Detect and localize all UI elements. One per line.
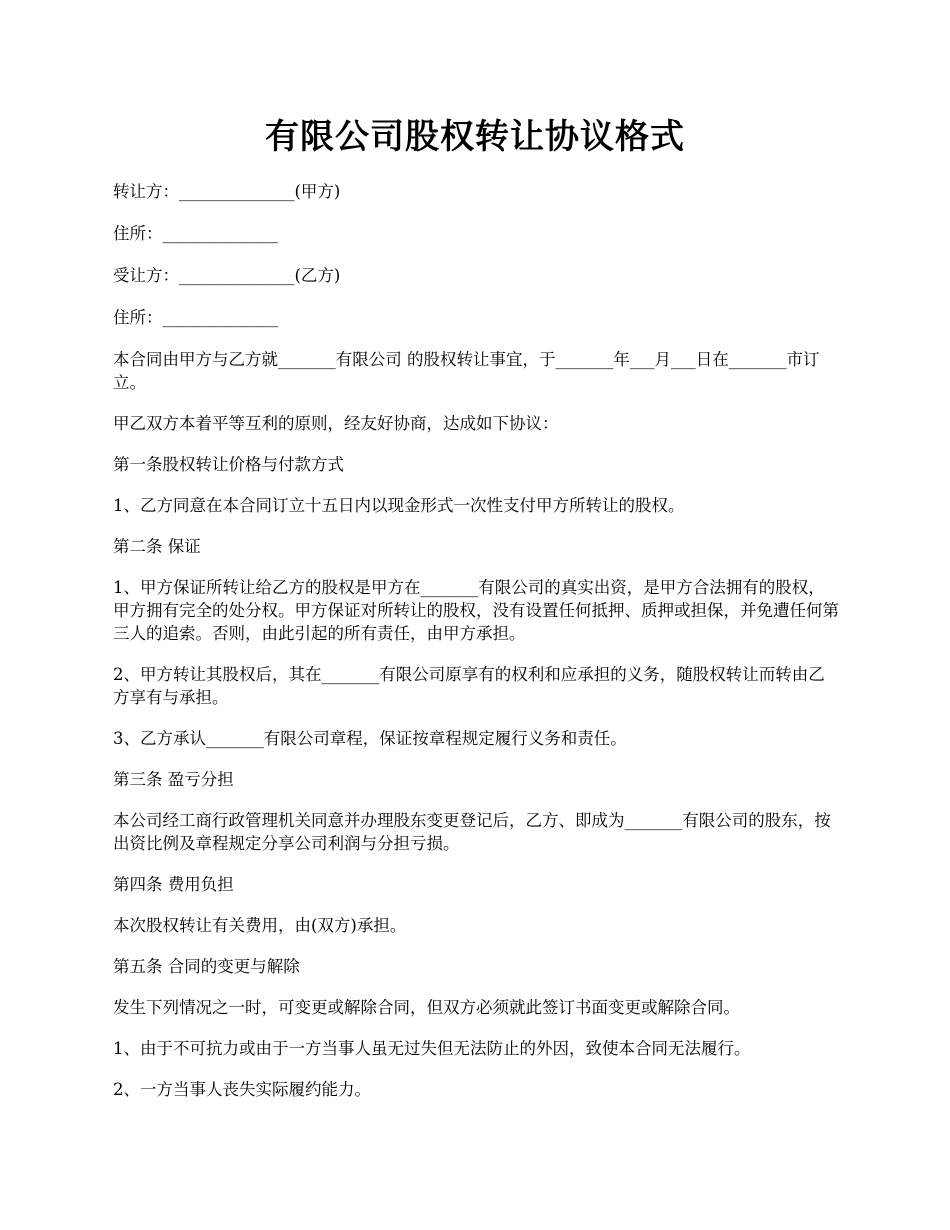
article-2-clause-2: 2、甲方转让其股权后，其在_______有限公司原享有的权利和应承担的义务，随股权转让而转由乙方享有与承担。	[113, 665, 825, 707]
article-2-heading: 第二条 保证	[113, 537, 201, 556]
document-title: 有限公司股权转让协议格式	[265, 117, 685, 157]
article-3-heading: 第三条 盈亏分担	[113, 770, 234, 789]
article-1-clause-1: 1、乙方同意在本合同订立十五日内以现金形式一次性支付甲方所转让的股权。	[113, 496, 685, 515]
article-2-clause-3: 3、乙方承认_______有限公司章程，保证按章程规定履行义务和责任。	[113, 729, 627, 748]
agreement-principle-paragraph: 甲乙双方本着平等互利的原则，经友好协商，达成如下协议：	[113, 414, 559, 433]
article-4-paragraph: 本次股权转让有关费用，由(双方)承担。	[113, 916, 407, 935]
article-5-clause-1: 1、由于不可抗力或由于一方当事人虽无过失但无法防止的外因，致使本合同无法履行。	[113, 1039, 751, 1058]
article-5-paragraph: 发生下列情况之一时，可变更或解除合同，但双方必须就此签订书面变更或解除合同。	[113, 998, 740, 1017]
transferor-address-line: 住所：______________	[113, 224, 278, 243]
document-body	[113, 180, 840, 1119]
article-5-clause-2: 2、一方当事人丧失实际履约能力。	[113, 1080, 371, 1099]
transferor-line: 转让方：______________(甲方)	[113, 182, 341, 201]
transferee-address-line: 住所：______________	[113, 308, 278, 327]
article-2-clause-1: 1、甲方保证所转让给乙方的股权是甲方在_______有限公司的真实出资，是甲方合法拥有的股权，甲方拥有完全的处分权。甲方保证对所转让的股权，没有设置任何抵押、质押或担保，并免遭任何第三人的追索。否则，由此引起的所有责任，由甲方承担。	[113, 578, 839, 643]
article-3-paragraph: 本公司经工商行政管理机关同意并办理股东变更登记后，乙方、即成为_______有限公司的股东，按出资比例及章程规定分享公司利润与分担亏损。	[113, 811, 831, 853]
transferee-line: 受让方：______________(乙方)	[113, 266, 341, 285]
article-4-heading: 第四条 费用负担	[113, 875, 234, 894]
article-1-heading: 第一条股权转让价格与付款方式	[113, 455, 344, 474]
article-5-heading: 第五条 合同的变更与解除	[113, 957, 300, 976]
contract-intro-paragraph: 本合同由甲方与乙方就_______有限公司 的股权转让事宜，于_______年___月___日在_______市订立。	[113, 350, 820, 392]
